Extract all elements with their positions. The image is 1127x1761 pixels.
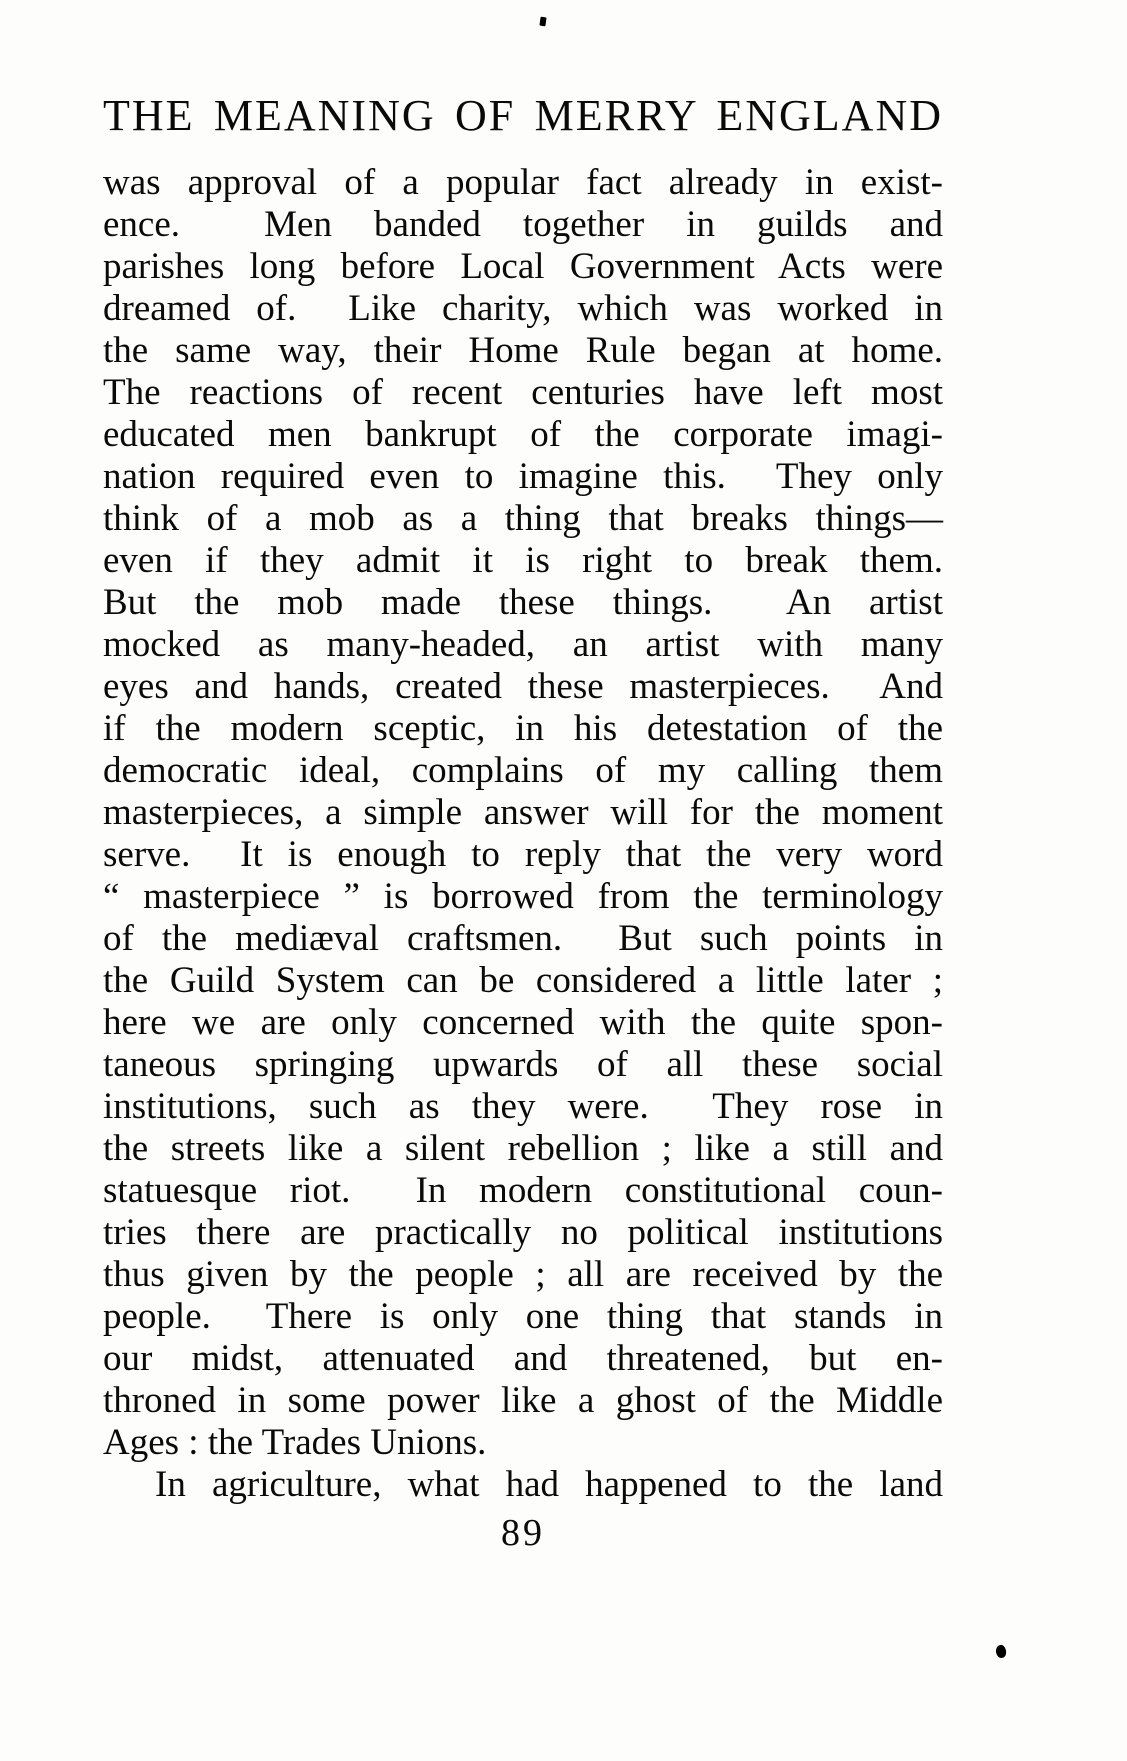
text-line: In agriculture, what had happened to the land — [155, 1464, 943, 1505]
text-line: “ masterpiece ” is borrowed from the terminology — [103, 876, 943, 917]
text-line: think of a mob as a thing that breaks things— — [103, 498, 943, 539]
text-line: The reactions of recent centuries have left most — [103, 372, 943, 413]
body-text — [103, 162, 943, 1506]
text-line: But the mob made these things. An artist — [103, 582, 943, 623]
text-line: ence. Men banded together in guilds and — [103, 204, 943, 245]
text-line: democratic ideal, complains of my calling them — [103, 750, 943, 791]
text-line: even if they admit it is right to break them. — [103, 540, 943, 581]
text-line: mocked as many-headed, an artist with many — [103, 624, 943, 665]
text-line: people. There is only one thing that stands in — [103, 1296, 943, 1337]
text-line: dreamed of. Like charity, which was worked in — [103, 288, 943, 329]
text-line: nation required even to imagine this. They only — [103, 456, 943, 497]
text-line: the same way, their Home Rule began at home. — [103, 330, 943, 371]
text-line: institutions, such as they were. They rose in — [103, 1086, 943, 1127]
text-line: the Guild System can be considered a little later ; — [103, 960, 943, 1001]
text-line: taneous springing upwards of all these social — [103, 1044, 943, 1085]
running-header-title: THE MEANING OF MERRY ENGLAND — [103, 91, 943, 140]
text-line: throned in some power like a ghost of the Middle — [103, 1380, 943, 1421]
text-line: was approval of a popular fact already in exist- — [103, 162, 943, 203]
text-line: parishes long before Local Government Acts were — [103, 246, 943, 287]
text-line: of the mediæval craftsmen. But such points in — [103, 918, 943, 959]
text-line: serve. It is enough to reply that the very word — [103, 834, 943, 875]
text-line: the streets like a silent rebellion ; like a still and — [103, 1128, 943, 1169]
text-line: our midst, attenuated and threatened, but en- — [103, 1338, 943, 1379]
page-number: 89 — [501, 1512, 545, 1554]
text-line: statuesque riot. In modern constitutional coun- — [103, 1170, 943, 1211]
ink-speck-top — [539, 17, 546, 27]
text-line: if the modern sceptic, in his detestation of the — [103, 708, 943, 749]
text-line: Ages : the Trades Unions. — [103, 1422, 487, 1463]
text-line: tries there are practically no political institutions — [103, 1212, 943, 1253]
ink-speck-bottom — [995, 1644, 1007, 1659]
text-line: here we are only concerned with the quite spon- — [103, 1002, 943, 1043]
text-line: thus given by the people ; all are received by the — [103, 1254, 943, 1295]
text-line: masterpieces, a simple answer will for the moment — [103, 792, 943, 833]
text-line: eyes and hands, created these masterpieces. And — [103, 666, 943, 707]
text-line: educated men bankrupt of the corporate imagi- — [103, 414, 943, 455]
